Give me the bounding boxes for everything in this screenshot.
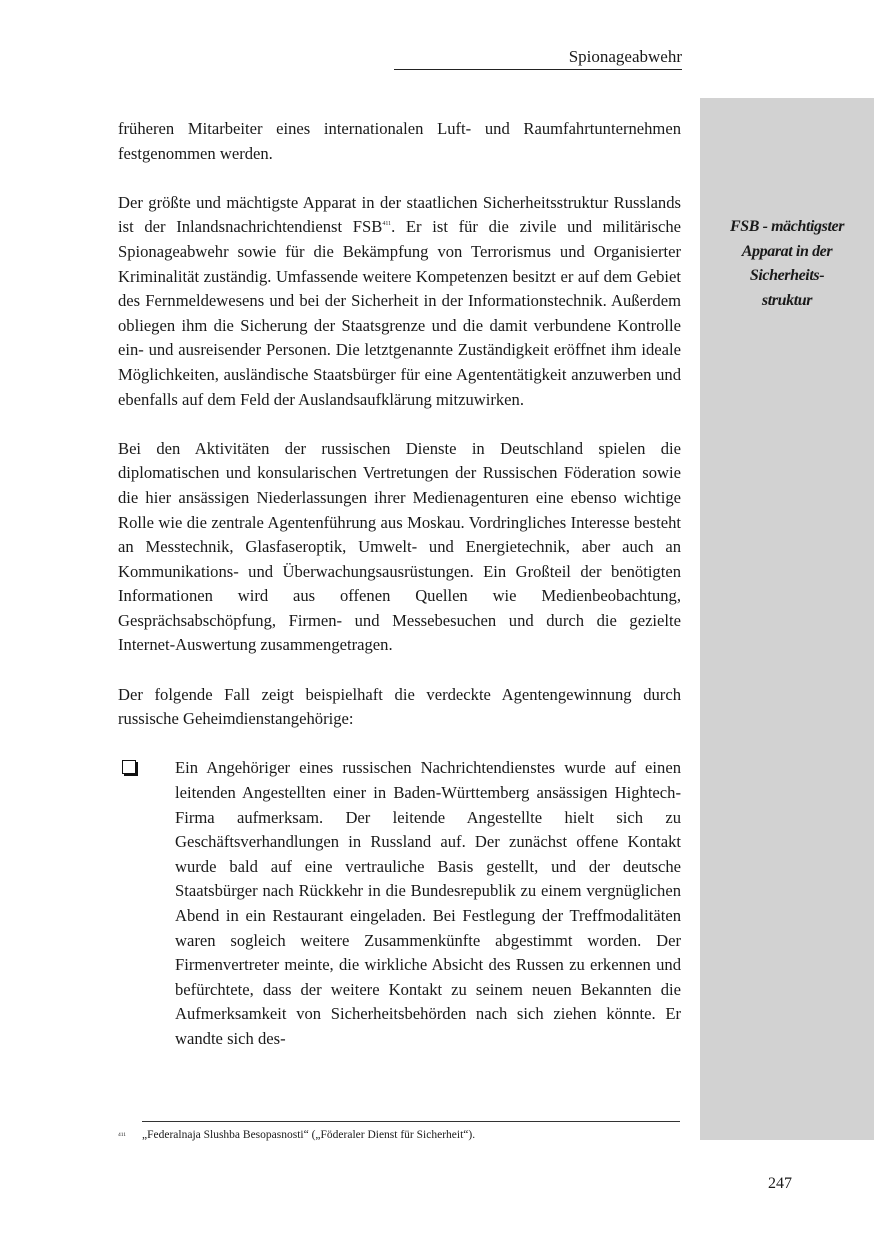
margin-note-line: struktur bbox=[761, 291, 813, 309]
paragraph-4: Der folgende Fall zeigt beispielhaft die verdeckte Agentengewinnung durch russische Geheimdienstangehörige: bbox=[118, 684, 681, 729]
body-text bbox=[118, 117, 681, 1052]
footnote-number: 411 bbox=[118, 1132, 127, 1138]
running-title: Spionageabwehr bbox=[568, 47, 682, 66]
paragraph-2 bbox=[118, 191, 681, 412]
margin-note-line: FSB - mächtigster bbox=[729, 218, 845, 235]
footnote-text: „Federalnaja Slushba Besopasnosti“ („Föderaler Dienst für Sicherheit“). bbox=[142, 1129, 476, 1141]
paragraph-3: Bei den Aktivitäten der russischen Dienste in Deutschland spielen die diplomatischen und konsularischen Vertretungen der Russischen Föderation sowie die hier ansässigen Niederlassungen ihrer Medienagenturen eine ebenso wichtige Rolle wie die zentrale Agentenführung aus Moskau. Vordringliches Interesse besteht an Messtechnik, Glasfaseroptik, Umwelt- und Energietechnik, aber auch an Kommunikations- und Überwachungsausrüstungen. Ein Großteil der benötigten Informationen wird aus offenen Quellen wie Medienbeobachtung, Gesprächsabschöpfung, Firmen- und Messebesuchen und durch die gezielte Internet-Auswertung zusammengetragen. bbox=[118, 438, 681, 655]
footnote bbox=[118, 1128, 681, 1143]
footnote-reference: 411 bbox=[382, 221, 392, 228]
paragraph-2-text-a: Der größte und mächtigste Apparat in der staatlichen Sicherheitsstruktur Russlands ist der Inlandsnachrichtendienst FSB bbox=[118, 192, 681, 237]
margin-note bbox=[700, 215, 874, 313]
paragraph-2-text-b: . Er ist für die zivile und militärische Spionageabwehr sowie für die Bekämpfung von Terrorismus und Organisierter Kriminalität zuständig. Umfassende weitere Kompetenzen besitzt er auf dem Gebiet des Fernmeldewesens und bei der Sicherheit in der Informationstechnik. Außerdem obliegen ihm die Sicherung der Staatsgrenze und die damit verbundene Kontrolle ein- und ausreisender Personen. Die letztgenannte Zuständigkeit eröffnet ihm ideale Möglichkeiten, ausländische Staatsbürger für eine Agententätigkeit anzuwerben und ebenfalls auf dem Feld der Auslandsaufklärung mitzuwirken. bbox=[118, 217, 682, 409]
header-rule bbox=[394, 69, 682, 70]
checkbox-bullet-icon bbox=[122, 760, 136, 774]
bullet-text: Ein Angehöriger eines russischen Nachrichtendienstes wurde auf einen leitenden Angestellten einer in Baden-Württemberg ansässigen Hightech-Firma aufmerksam. Der leitende Angestellte hielt sich zu Geschäftsverhandlungen in Russland auf. Der zunächst offene Kontakt wurde bald auf eine vertrauliche Basis gestellt, und der deutsche Staatsbürger nach Rückkehr in die Bundesrepublik zu einem vergnüglichen Abend in ein Restaurant eingeladen. Bei Festlegung der Treffmodalitäten waren sogleich weitere Zusammenkünfte abgestimmt worden. Der Firmenvertreter meinte, die wirkliche Absicht des Russen zu erkennen und befürchtete, dass der weitere Kontakt zu seinem neuen Bekannten die Aufmerksamkeit von Sicherheitsbehörden nach sich ziehen könnte. Er wandte sich des- bbox=[175, 758, 681, 1048]
footnote-rule bbox=[142, 1121, 680, 1122]
bullet-item bbox=[118, 756, 681, 1051]
page-number: 247 bbox=[768, 1175, 792, 1192]
margin-note-line: Apparat in der bbox=[741, 242, 833, 260]
paragraph-1: früheren Mitarbeiter eines internationalen Luft- und Raumfahrtunternehmen festgenommen werden. bbox=[118, 119, 681, 163]
margin-note-line: Sicherheits- bbox=[749, 267, 825, 284]
